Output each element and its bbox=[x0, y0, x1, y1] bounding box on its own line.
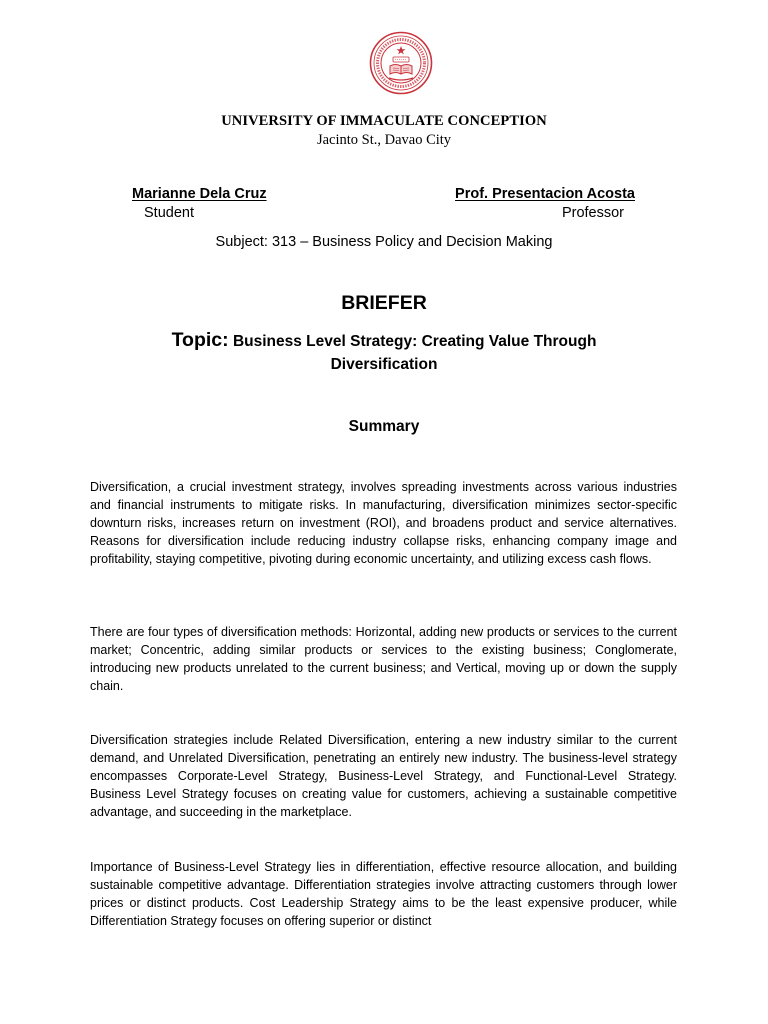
topic-label: Topic: bbox=[171, 329, 229, 351]
summary-paragraph-2: There are four types of diversification methods: Horizontal, adding new products or services to the current market; Concentric, adding similar products or services to the existing business; Conglomerate, introducing new products unrelated to the current business; and Vertical, moving up or down the supply chain. bbox=[90, 625, 677, 693]
professor-role: Professor bbox=[561, 205, 624, 221]
student-role: Student bbox=[144, 205, 194, 221]
topic-heading bbox=[120, 329, 648, 376]
professor-name: Prof. Presentacion Acosta bbox=[455, 186, 635, 202]
summary-paragraph-3: Diversification strategies include Related Diversification, entering a new industry similar to the current demand, and Unrelated Diversification, penetrating an entirely new industry. The business-level strategy encompasses Corporate-Level Strategy, Business-Level Strategy, and Functional-Level Strategy. Business Level Strategy focuses on creating value for customers, achieving a sustainable competitive advantage, and succeeding in the marketplace. bbox=[90, 733, 677, 819]
subject-line: Subject: 313 – Business Policy and Decision Making bbox=[215, 234, 553, 250]
summary-paragraph-1: Diversification, a crucial investment strategy, involves spreading investments across various industries and financial instruments to mitigate risks. In manufacturing, diversification minimizes sector-specific downturn risks, increases return on investment (ROI), and broadens product and service alternatives. Reasons for diversification include reducing industry collapse risks, enhancing company image and profitability, staying competitive, pivoting during economic uncertainty, and utilizing excess cash flows. bbox=[90, 480, 677, 566]
summary-paragraph-4: Importance of Business-Level Strategy lies in differentiation, effective resource allocation, and building sustainable competitive advantage. Differentiation strategies involve attracting customers through lower prices or distinct products. Cost Leadership Strategy aims to be the least expensive producer, while Differentiation Strategy focuses on offering superior or distinct bbox=[90, 860, 677, 928]
university-seal-icon bbox=[369, 31, 433, 95]
summary-heading: Summary bbox=[348, 418, 420, 435]
university-address: Jacinto St., Davao City bbox=[316, 132, 452, 148]
student-name: Marianne Dela Cruz bbox=[132, 186, 267, 202]
university-name: UNIVERSITY OF IMMACULATE CONCEPTION bbox=[221, 113, 547, 129]
document-title: BRIEFER bbox=[341, 292, 427, 314]
topic-text: Business Level Strategy: Creating Value Through Diversification bbox=[232, 333, 597, 373]
